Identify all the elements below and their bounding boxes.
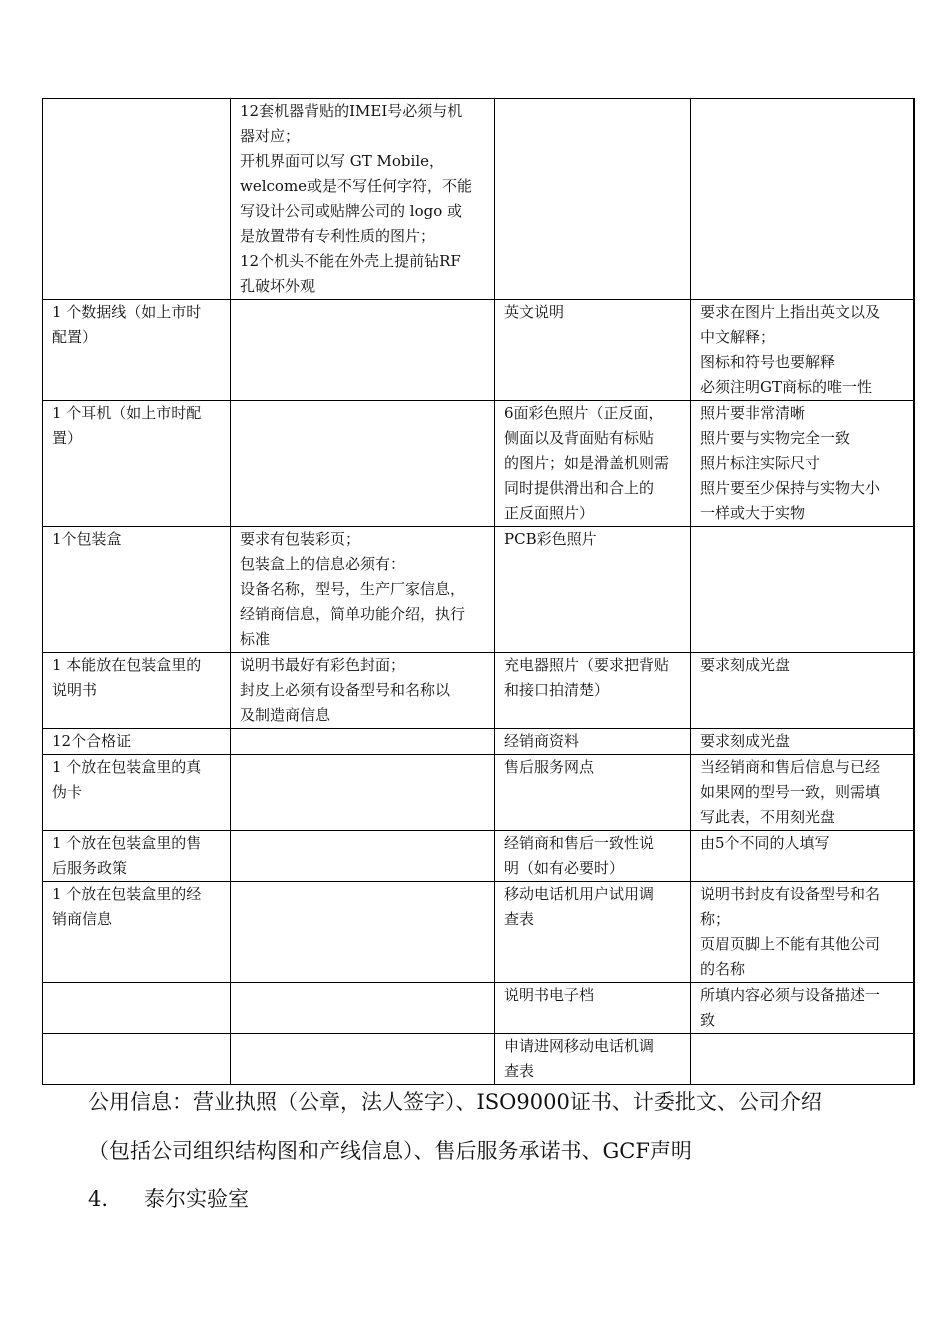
cell-text-line: 侧面以及背面贴有标贴 bbox=[504, 429, 655, 447]
cell-text-line: 1 本能放在包装盒里的 bbox=[52, 656, 202, 674]
table-cell-4 bbox=[691, 300, 914, 401]
table-cell-1 bbox=[43, 300, 231, 401]
table-cell-1 bbox=[43, 401, 231, 527]
table-cell-2 bbox=[231, 882, 495, 983]
table-cell-2 bbox=[231, 401, 495, 527]
table-cell-2 bbox=[231, 755, 495, 831]
cell-text-line: 照片要与实物完全一致 bbox=[700, 429, 851, 447]
table-cell-4 bbox=[691, 1034, 914, 1085]
cell-text-line: 正反面照片） bbox=[504, 504, 595, 522]
section-heading bbox=[88, 1185, 249, 1213]
table-cell-3 bbox=[495, 882, 691, 983]
table-cell-1 bbox=[43, 729, 231, 755]
cell-text-line: 1 个放在包装盒里的售 bbox=[52, 834, 202, 852]
cell-text-line: 12个机头不能在外壳上提前钻RF bbox=[240, 252, 461, 270]
table-cell-3 bbox=[495, 99, 691, 300]
cell-text-line: 说明书 bbox=[52, 681, 98, 699]
table-cell-3 bbox=[495, 653, 691, 729]
cell-text-line: 的名称 bbox=[700, 960, 746, 978]
table-cell-1 bbox=[43, 755, 231, 831]
cell-text-line: 1 个耳机（如上市时配 bbox=[52, 404, 202, 422]
table-cell-4 bbox=[691, 755, 914, 831]
cell-text-line: 称； bbox=[700, 910, 731, 928]
table-cell-2 bbox=[231, 300, 495, 401]
table-cell-3 bbox=[495, 755, 691, 831]
table-cell-2 bbox=[231, 983, 495, 1034]
cell-text-line: 图标和符号也要解释 bbox=[700, 353, 836, 371]
cell-text-line: 开机界面可以写 GT Mobile， bbox=[240, 152, 444, 170]
cell-text-line: 要求刻成光盘 bbox=[700, 656, 791, 674]
cell-text-line: 要求刻成光盘 bbox=[700, 732, 791, 750]
table-row bbox=[43, 755, 914, 831]
cell-text-line: 所填内容必须与设备描述一 bbox=[700, 986, 881, 1004]
table-row bbox=[43, 99, 914, 300]
cell-text-line: 要求有包装彩页； bbox=[240, 530, 361, 548]
table-cell-3 bbox=[495, 983, 691, 1034]
cell-text-line: 1个包装盒 bbox=[52, 530, 122, 548]
cell-text-line: 1 个放在包装盒里的真 bbox=[52, 758, 202, 776]
cell-text-line: 写此表，不用刻光盘 bbox=[700, 808, 836, 826]
table-row bbox=[43, 882, 914, 983]
cell-text-line: 英文说明 bbox=[504, 303, 565, 321]
cell-text-line: 照片要非常清晰 bbox=[700, 404, 806, 422]
cell-text-line: 包装盒上的信息必须有： bbox=[240, 555, 406, 573]
table-row bbox=[43, 653, 914, 729]
cell-text-line: 售后服务网点 bbox=[504, 758, 595, 776]
cell-text-line: 1 个放在包装盒里的经 bbox=[52, 885, 202, 903]
cell-text-line: 销商信息 bbox=[52, 910, 113, 928]
table-cell-2 bbox=[231, 1034, 495, 1085]
table-cell-3 bbox=[495, 527, 691, 653]
cell-text-line: 及制造商信息 bbox=[240, 706, 331, 724]
cell-text-line: 配置） bbox=[52, 328, 98, 346]
table-cell-2 bbox=[231, 653, 495, 729]
table-cell-4 bbox=[691, 653, 914, 729]
cell-text-line: 12个合格证 bbox=[52, 732, 132, 750]
table-row bbox=[43, 831, 914, 882]
table-cell-1 bbox=[43, 527, 231, 653]
cell-text-line: 说明书最好有彩色封面； bbox=[240, 656, 406, 674]
cell-text-line: 说明书电子档 bbox=[504, 986, 595, 1004]
table-cell-4 bbox=[691, 401, 914, 527]
cell-text-line: 明（如有必要时） bbox=[504, 859, 625, 877]
requirements-table bbox=[42, 98, 915, 1085]
cell-text-line: 必须注明GT商标的唯一性 bbox=[700, 378, 872, 396]
table-cell-1 bbox=[43, 983, 231, 1034]
table-cell-2 bbox=[231, 527, 495, 653]
cell-text-line: 的图片；如是滑盖机则需 bbox=[504, 454, 670, 472]
table-cell-3 bbox=[495, 1034, 691, 1085]
cell-text-line: 页眉页脚上不能有其他公司 bbox=[700, 935, 881, 953]
footer-line-1: 公用信息：营业执照（公章，法人签字）、ISO9000证书、计委批文、公司介绍 bbox=[88, 1090, 822, 1114]
cell-text-line: 要求在图片上指出英文以及 bbox=[700, 303, 881, 321]
cell-text-line: 由5个不同的人填写 bbox=[700, 834, 830, 852]
table-body bbox=[43, 99, 914, 1085]
table-row bbox=[43, 300, 914, 401]
table-cell-3 bbox=[495, 831, 691, 882]
cell-text-line: 经销商资料 bbox=[504, 732, 580, 750]
cell-text-line: 孔破坏外观 bbox=[240, 277, 316, 295]
cell-text-line: 同时提供滑出和合上的 bbox=[504, 479, 655, 497]
table-cell-4 bbox=[691, 729, 914, 755]
table-cell-2 bbox=[231, 99, 495, 300]
cell-text-line: 申请进网移动电话机调 bbox=[504, 1037, 655, 1055]
cell-text-line: 经销商信息，简单功能介绍，执行 bbox=[240, 605, 466, 623]
cell-text-line: 是放置带有专利性质的图片； bbox=[240, 227, 436, 245]
cell-text-line: 后服务政策 bbox=[52, 859, 128, 877]
footer-line-2: （包括公司组织结构图和产线信息）、售后服务承诺书、GCF声明 bbox=[88, 1139, 692, 1163]
cell-text-line: 一样或大于实物 bbox=[700, 504, 806, 522]
table-cell-4 bbox=[691, 99, 914, 300]
table-cell-4 bbox=[691, 983, 914, 1034]
table-row bbox=[43, 401, 914, 527]
cell-text-line: 说明书封皮有设备型号和名 bbox=[700, 885, 881, 903]
cell-text-line: 置） bbox=[52, 429, 83, 447]
section-number: 4. bbox=[88, 1187, 109, 1211]
table-cell-2 bbox=[231, 831, 495, 882]
table-row bbox=[43, 729, 914, 755]
section-title: 泰尔实验室 bbox=[144, 1187, 249, 1211]
cell-text-line: PCB彩色照片 bbox=[504, 530, 597, 548]
cell-text-line: 写设计公司或贴牌公司的 logo 或 bbox=[240, 202, 462, 220]
cell-text-line: 查表 bbox=[504, 910, 535, 928]
cell-text-line: 当经销商和售后信息与已经 bbox=[700, 758, 881, 776]
cell-text-line: 封皮上必须有设备型号和名称以 bbox=[240, 681, 451, 699]
table-cell-1 bbox=[43, 1034, 231, 1085]
table-row bbox=[43, 527, 914, 653]
cell-text-line: welcome或是不写任何字符，不能 bbox=[240, 177, 473, 195]
cell-text-line: 照片标注实际尺寸 bbox=[700, 454, 821, 472]
cell-text-line: 设备名称，型号，生产厂家信息， bbox=[240, 580, 466, 598]
table-row bbox=[43, 983, 914, 1034]
cell-text-line: 致 bbox=[700, 1011, 716, 1029]
cell-text-line: 和接口拍清楚） bbox=[504, 681, 610, 699]
table-cell-1 bbox=[43, 882, 231, 983]
cell-text-line: 查表 bbox=[504, 1062, 535, 1080]
cell-text-line: 移动电话机用户试用调 bbox=[504, 885, 655, 903]
table-cell-4 bbox=[691, 882, 914, 983]
cell-text-line: 照片要至少保持与实物大小 bbox=[700, 479, 881, 497]
table-cell-4 bbox=[691, 527, 914, 653]
cell-text-line: 器对应； bbox=[240, 127, 301, 145]
cell-text-line: 伪卡 bbox=[52, 783, 83, 801]
table-cell-1 bbox=[43, 99, 231, 300]
table-cell-1 bbox=[43, 831, 231, 882]
table-cell-1 bbox=[43, 653, 231, 729]
table-cell-3 bbox=[495, 300, 691, 401]
table-cell-3 bbox=[495, 401, 691, 527]
table-cell-3 bbox=[495, 729, 691, 755]
cell-text-line: 12套机器背贴的IMEI号必须与机 bbox=[240, 102, 463, 120]
cell-text-line: 标准 bbox=[240, 630, 271, 648]
cell-text-line: 经销商和售后一致性说 bbox=[504, 834, 655, 852]
table-cell-2 bbox=[231, 729, 495, 755]
table-row bbox=[43, 1034, 914, 1085]
cell-text-line: 充电器照片（要求把背贴 bbox=[504, 656, 670, 674]
table-cell-4 bbox=[691, 831, 914, 882]
cell-text-line: 如果网的型号一致，则需填 bbox=[700, 783, 881, 801]
cell-text-line: 6面彩色照片（正反面， bbox=[504, 404, 664, 422]
cell-text-line: 1 个数据线（如上市时 bbox=[52, 303, 202, 321]
cell-text-line: 中文解释； bbox=[700, 328, 776, 346]
